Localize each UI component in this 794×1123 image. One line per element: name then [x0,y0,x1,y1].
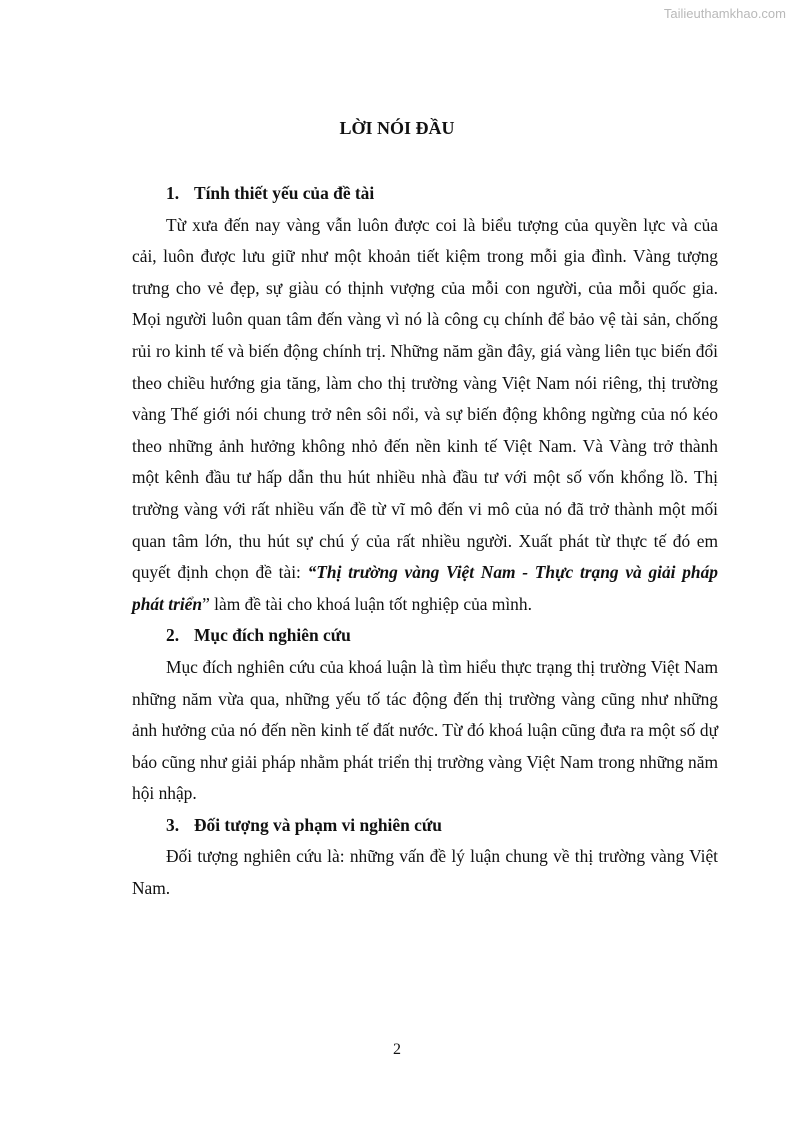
page-title: LỜI NÓI ĐẦU [339,118,455,138]
section-paragraph-1 [132,210,718,621]
section-paragraph-3: Đối tượng nghiên cứu là: những vấn đề lý luận chung về thị trường vàng Việt Nam. [132,846,718,899]
section-paragraph-2: Mục đích nghiên cứu của khoá luận là tìm hiểu thực trạng thị trường Việt Nam những năm vừa qua, những yếu tố tác động đến thị trường vàng cũng như những ảnh hưởng của nó đến nền kinh tế đất nước. Từ đó khoá luận cũng đưa ra một số dự báo cũng như giải pháp nhằm phát triển thị trường vàng Việt Nam trong những năm hội nhập. [132,656,718,804]
section-title-3: Đối tượng và phạm vi nghiên cứu [194,814,442,835]
watermark: Tailieuthamkhao.com [663,6,786,21]
section-number-1: 1. [166,183,180,203]
paragraph-text: Từ xưa đến nay vàng vẫn luôn được coi là biểu tượng của quyền lực và của cải, luôn được lưu giữ như một khoản tiết kiệm trong mỗi gia đình. Vàng tượng trưng cho vẻ đẹp, sự giàu có thịnh vượng của mỗi con người, của mỗi quốc gia. Mọi người luôn quan tâm đến vàng vì nó là công cụ chính để bảo vệ tài sản, chống rủi ro kinh tế và biến động chính trị. Những năm gần đây, giá vàng liên tục biến đổi theo chiều hướng gia tăng, làm cho thị trường vàng Việt Nam nói riêng, thị trường vàng Thế giới nói chung trở nên sôi nổi, và sự biến động không ngừng của nó kéo theo những ảnh hưởng không nhỏ đến nền kinh tế Việt Nam. Và Vàng trở thành một kênh đầu tư hấp dẫn thu hút nhiều nhà đầu tư với một số vốn khổng lồ. Thị trường vàng với rất nhiều vấn đề từ vĩ mô đến vi mô của nó đã trở thành một mối quan tâm lớn, thu hút sự chú ý của rất nhiều người. Xuất phát từ thực tế đó em quyết định chọn đề tài: [132,214,718,583]
thesis-title-emphasis: “Thị trường vàng Việt Nam - Thực trạng và giải pháp phát triển [132,562,718,614]
section-number-3: 3. [166,814,180,835]
document-body [132,178,718,905]
section-number-2: 2. [166,625,180,646]
section-heading-1 [132,178,718,210]
section-heading-3 [132,810,718,842]
page-number: 2 [393,1041,401,1058]
section-title-2: Mục đích nghiên cứu [194,625,351,646]
section-title-1: Tính thiết yếu của đề tài [194,183,375,203]
paragraph-text: ” làm đề tài cho khoá luận tốt nghiệp của mình. [202,593,532,614]
section-heading-2 [132,620,718,652]
